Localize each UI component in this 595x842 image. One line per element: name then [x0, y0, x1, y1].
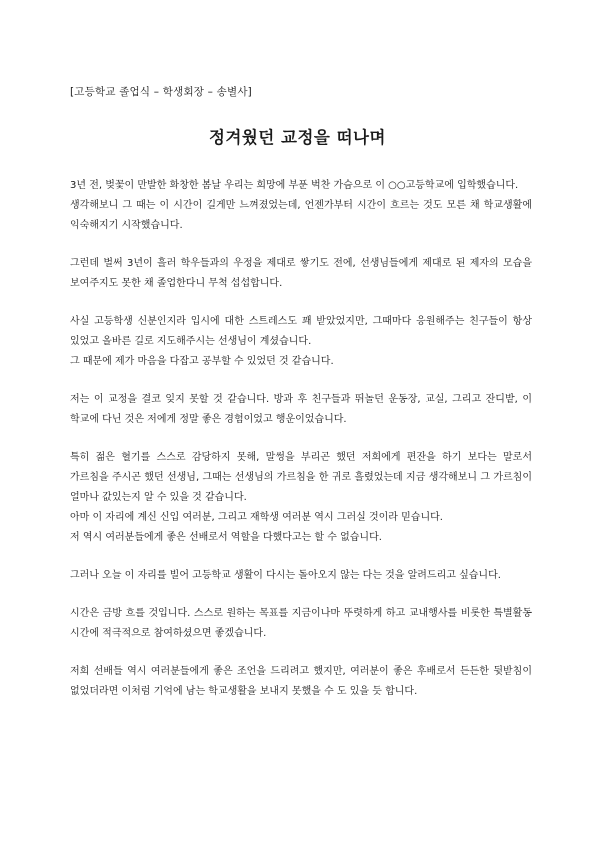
paragraph-line: 저희 선배들 역시 여러분들에게 좋은 조언을 드리려고 했지만, 여러분이 좋은 후배로서 든든한 뒷받침이 없었더라면 이처럼 기억에 남는 학교생활을 보내지 못했을 수 도 있을 듯 합니다. [70, 666, 532, 697]
paragraph-line: 그러나 오늘 이 자리를 빌어 고등학교 생활이 다시는 돌아오지 않는 다는 것을 알려드리고 싶습니다. [70, 570, 501, 581]
paragraph-3 [70, 312, 532, 372]
paragraph-4 [70, 390, 532, 430]
paragraph-line: 특히 젊은 혈기를 스스로 감당하지 못해, 말썽을 부리곤 했던 저희에게 편잔을 하기 보다는 말로서 가르침을 주시곤 했던 선생님, 그때는 선생님의 가르침을 한 귀로 흘렸었는데 지금 생각해보니 그 가르침이 얼마나 값있는지 알 수 있을 것 같습니다. [70, 452, 532, 503]
paragraph-line: 아마 이 자리에 계신 신입 여러분, 그리고 재학생 여러분 역시 그러실 것이라 믿습니다. [70, 512, 443, 523]
paragraph-6 [70, 566, 532, 586]
document-body [70, 176, 532, 720]
paragraph-line: 그 때문에 제가 마음을 다잡고 공부할 수 있었던 것 같습니다. [70, 356, 334, 367]
page-title: 정겨웠던 교정을 떠나며 [209, 128, 386, 147]
header-tag: [고등학교 졸업식 – 학생회장 – 송별사] [70, 86, 252, 98]
paragraph-5 [70, 448, 532, 548]
paragraph-8 [70, 662, 532, 702]
paragraph-line: 시간은 금방 흐를 것입니다. 스스로 원하는 목표를 지금이나마 뚜렷하게 하고 교내행사를 비롯한 특별활동 시간에 적극적으로 참여하셨으면 좋겠습니다. [70, 608, 532, 639]
paragraph-line: 저는 이 교정을 결코 잊지 못할 것 같습니다. 방과 후 친구들과 뛰놀던 운동장, 교실, 그리고 잔디밭, 이 학교에 다닌 것은 저에게 정말 좋은 경험이었고 행운이었습니다. [70, 394, 532, 425]
paragraph-line: 그런데 벌써 3년이 흘러 학우들과의 우정을 제대로 쌓기도 전에, 선생님들에게 제대로 된 제자의 모습을 보여주지도 못한 채 졸업한다니 무척 섭섭합니다. [70, 258, 532, 289]
paragraph-line: 3년 전, 벚꽃이 만발한 화창한 봄날 우리는 희망에 부푼 벅찬 가슴으로 이 ○○고등학교에 입학했습니다. [70, 180, 519, 191]
paragraph-line: 저 역시 여러분들에게 좋은 선배로서 역할을 다했다고는 할 수 없습니다. [70, 532, 382, 543]
paragraph-line: 생각해보니 그 때는 이 시간이 길게만 느껴졌었는데, 언젠가부터 시간이 흐르는 것도 모른 채 학교생활에 익숙해지기 시작했습니다. [70, 200, 532, 231]
paragraph-2 [70, 254, 532, 294]
paragraph-line: 사실 고등학생 신분인지라 입시에 대한 스트레스도 꽤 받았었지만, 그때마다 응원해주는 친구들이 항상 있었고 올바른 길로 지도해주시는 선생님이 계셨습니다. [70, 316, 532, 347]
paragraph-7 [70, 604, 532, 644]
paragraph-1 [70, 176, 532, 236]
